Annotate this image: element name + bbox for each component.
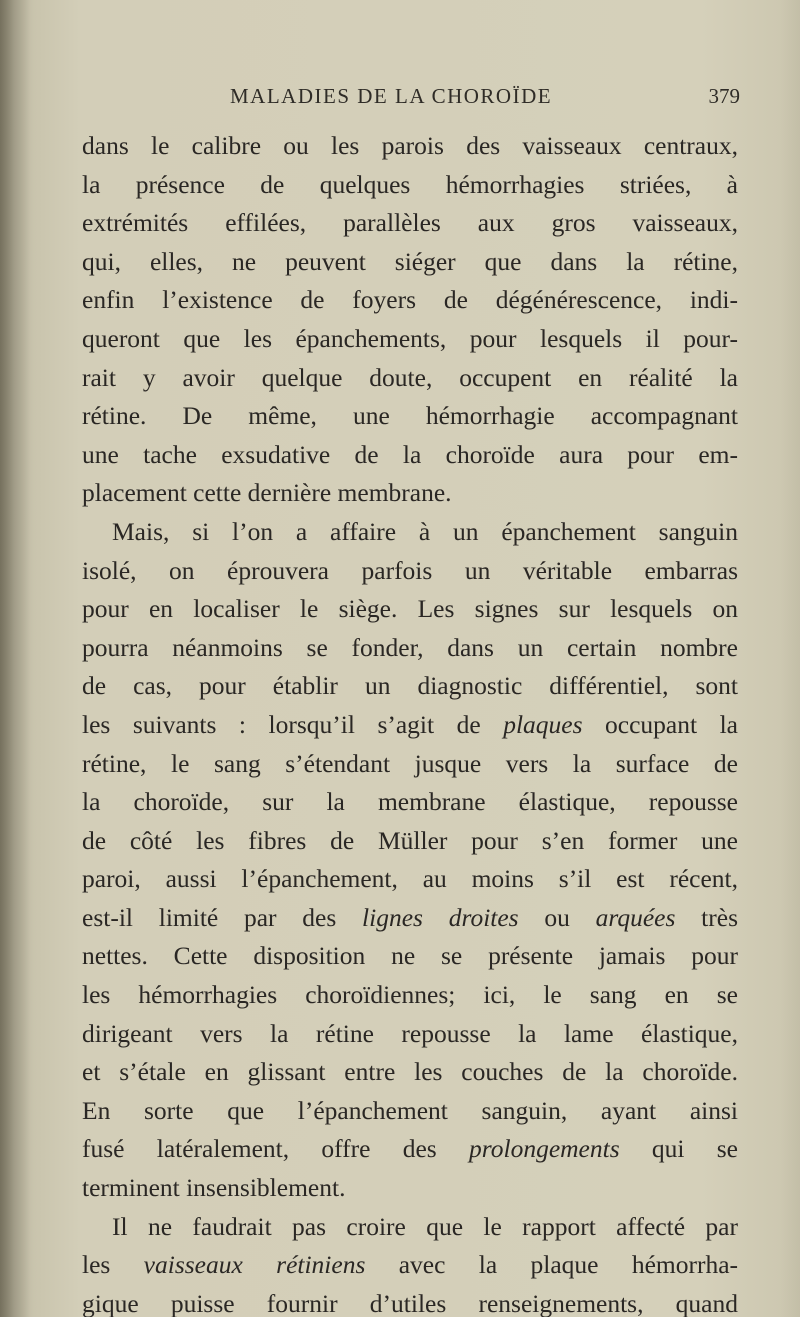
text-line: gique puisse fournir d’utiles renseignements, quand [82, 1288, 738, 1317]
text-line [82, 1130, 738, 1169]
text-line: et s’étale en glissant entre les couches de la choroïde. [82, 1057, 738, 1087]
text-segment: les [82, 1250, 144, 1280]
italic-term: arquées [595, 902, 676, 932]
text-line: enfin l’existence de foyers de dégénérescence, indi- [82, 285, 738, 315]
italic-term: lignes droites [362, 902, 519, 932]
text-line: queront que les épanchements, pour lesquels il pour- [82, 323, 738, 353]
text-line [82, 706, 738, 745]
text-segment: occupant la [582, 709, 738, 739]
body-text [82, 127, 738, 1317]
text-segment: ou [518, 902, 596, 932]
text-line: placement cette dernière membrane. [82, 478, 452, 508]
text-line: pour en localiser le siège. Les signes sur lesquels on [82, 594, 738, 624]
running-head [80, 84, 740, 118]
text-line: la présence de quelques hémorrhagies striées, à [82, 169, 738, 199]
text-line: En sorte que l’épanchement sanguin, ayant ainsi [82, 1095, 738, 1125]
text-line: paroi, aussi l’épanchement, au moins s’il est récent, [82, 864, 738, 894]
text-segment: très [675, 902, 738, 932]
text-line: nettes. Cette disposition ne se présente jamais pour [82, 941, 738, 971]
text-line [82, 899, 738, 938]
italic-term: prolongements [469, 1134, 620, 1164]
text-line: dirigeant vers la rétine repousse la lame élastique, [82, 1018, 738, 1048]
text-line: terminent insensiblement. [82, 1173, 346, 1203]
text-line: de côté les fibres de Müller pour s’en former une [82, 825, 738, 855]
text-line: la choroïde, sur la membrane élastique, repousse [82, 787, 738, 817]
italic-term: plaques [503, 709, 583, 739]
text-segment: fusé latéralement, offre des [82, 1134, 470, 1164]
text-line: dans le calibre ou les parois des vaisseaux centraux, [82, 131, 738, 160]
text-line: isolé, on éprouvera parfois un véritable embarras [82, 555, 738, 585]
text-line: rétine, le sang s’étendant jusque vers la surface de [82, 748, 738, 778]
text-line: qui, elles, ne peuvent siéger que dans la rétine, [82, 246, 738, 276]
text-line: les hémorrhagies choroïdiennes; ici, le sang en se [82, 980, 738, 1010]
text-segment: qui se [619, 1134, 738, 1164]
text-line: une tache exsudative de la choroïde aura pour em- [82, 439, 738, 469]
text-line: rétine. De même, une hémorrhagie accompagnant [82, 401, 738, 431]
text-segment: les suivants : lorsqu’il s’agit de [82, 709, 504, 739]
spine-shadow [0, 0, 30, 1317]
text-line: pourra néanmoins se fonder, dans un certain nombre [82, 632, 738, 662]
paragraph-start-line: Il ne faudrait pas croire que le rapport affecté par [112, 1211, 738, 1241]
paragraph-start-line: Mais, si l’on a affaire à un épanchement sanguin [112, 516, 738, 546]
text-segment: avec la plaque hémorrha- [365, 1250, 739, 1280]
page-number: 379 [708, 84, 740, 108]
text-line: rait y avoir quelque doute, occupent en réalité la [82, 362, 738, 392]
running-title: MALADIES DE LA CHOROÏDE [230, 84, 553, 108]
text-segment: est-il limité par des [82, 902, 363, 932]
text-line [82, 1246, 738, 1285]
text-line: de cas, pour établir un diagnostic différentiel, sont [82, 671, 738, 701]
italic-term: vaisseaux rétiniens [143, 1250, 366, 1280]
text-line: extrémités effilées, parallèles aux gros vaisseaux, [82, 208, 738, 238]
